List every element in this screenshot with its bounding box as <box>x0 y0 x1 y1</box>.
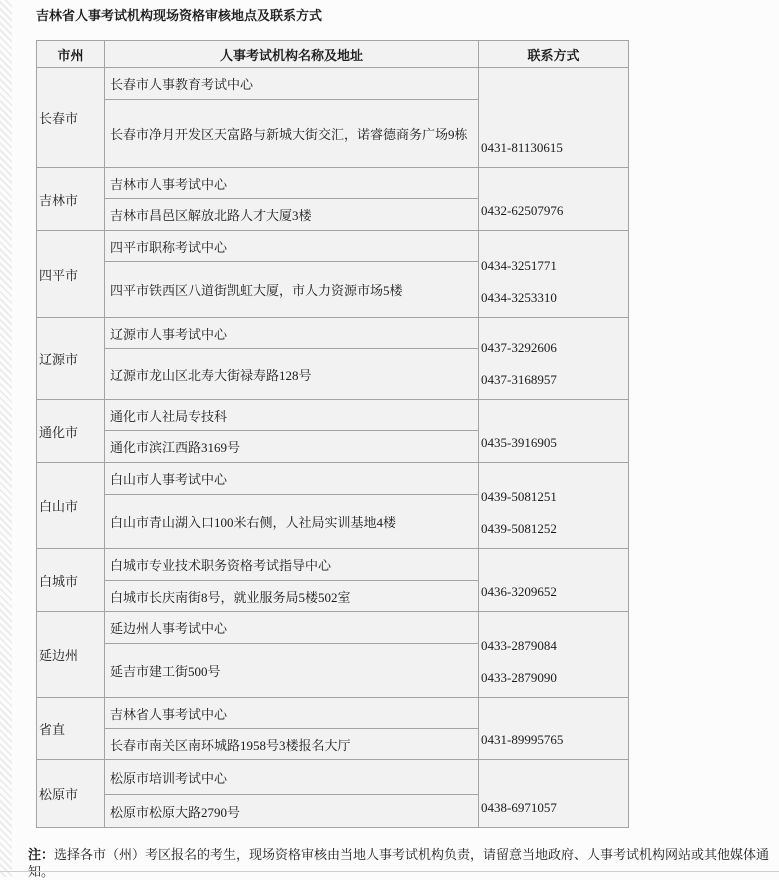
address-cell: 白城市长庆南街8号，就业服务局5楼502室 <box>105 581 479 612</box>
contact-cell <box>479 68 629 168</box>
institution-name-cell: 吉林市人事考试中心 <box>105 168 479 199</box>
phone-number: 0431-81130615 <box>481 140 563 155</box>
review-locations-table <box>36 40 629 828</box>
city-cell: 白城市 <box>37 549 105 612</box>
phone-number: 0438-6971057 <box>481 800 557 815</box>
phone-number: 0435-3916905 <box>481 435 557 450</box>
city-cell: 辽源市 <box>37 318 105 400</box>
institution-name-cell: 四平市职称考试中心 <box>105 231 479 262</box>
institution-name-cell: 白山市人事考试中心 <box>105 463 479 495</box>
institution-name-cell: 长春市人事教育考试中心 <box>105 68 479 100</box>
address-cell: 四平市铁西区八道街凯虹大厦，市人力资源市场5楼 <box>105 262 479 318</box>
table-row <box>37 400 629 431</box>
phone-number: 0439-5081252 <box>481 521 557 536</box>
phone-number: 0437-3292606 <box>481 340 557 355</box>
city-cell: 延边州 <box>37 612 105 698</box>
contact-cell <box>479 612 629 698</box>
address-cell: 长春市净月开发区天富路与新城大街交汇，诺睿德商务广场9栋 <box>105 100 479 168</box>
table-row <box>37 463 629 495</box>
address-cell: 通化市滨江西路3169号 <box>105 431 479 463</box>
institution-name-cell: 辽源市人事考试中心 <box>105 318 479 349</box>
header-institution-address: 人事考试机构名称及地址 <box>105 41 479 68</box>
contact-cell <box>479 698 629 760</box>
address-cell: 辽源市龙山区北寿大街禄寿路128号 <box>105 349 479 400</box>
phone-number: 0436-3209652 <box>481 584 557 599</box>
table-row <box>37 68 629 100</box>
address-cell: 松原市松原大路2790号 <box>105 795 479 828</box>
contact-cell <box>479 463 629 549</box>
institution-name-cell: 通化市人社局专技科 <box>105 400 479 431</box>
table-row <box>37 318 629 349</box>
phone-number: 0432-62507976 <box>481 203 564 218</box>
city-cell: 通化市 <box>37 400 105 463</box>
footnote-label: 注： <box>28 847 55 862</box>
footnote <box>28 846 776 880</box>
phone-number: 0433-2879090 <box>481 670 557 685</box>
page-content <box>28 0 776 880</box>
address-cell: 延吉市建工街500号 <box>105 644 479 698</box>
phone-number: 0434-3253310 <box>481 290 557 305</box>
left-stripe-decoration <box>0 0 12 877</box>
institution-name-cell: 吉林省人事考试中心 <box>105 698 479 729</box>
contact-cell <box>479 318 629 400</box>
contact-cell <box>479 400 629 463</box>
phone-number: 0433-2879084 <box>481 638 557 653</box>
table-row <box>37 549 629 581</box>
table-row <box>37 231 629 262</box>
city-cell: 省直 <box>37 698 105 760</box>
table-row <box>37 698 629 729</box>
institution-name-cell: 白城市专业技术职务资格考试指导中心 <box>105 549 479 581</box>
phone-number: 0434-3251771 <box>481 258 557 273</box>
header-row <box>37 41 629 68</box>
footnote-text: 选择各市（州）考区报名的考生，现场资格审核由当地人事考试机构负责，请留意当地政府、人事考试机构网站或其他媒体通知。 <box>28 847 770 879</box>
address-cell: 吉林市昌邑区解放北路人才大厦3楼 <box>105 199 479 231</box>
phone-number: 0439-5081251 <box>481 489 557 504</box>
header-city: 市州 <box>37 41 105 68</box>
institution-name-cell: 松原市培训考试中心 <box>105 760 479 795</box>
contact-cell <box>479 549 629 612</box>
address-cell: 长春市南关区南环城路1958号3楼报名大厅 <box>105 729 479 760</box>
city-cell: 白山市 <box>37 463 105 549</box>
table-row <box>37 168 629 199</box>
contact-cell <box>479 168 629 231</box>
city-cell: 四平市 <box>37 231 105 318</box>
header-contact: 联系方式 <box>479 41 629 68</box>
city-cell: 吉林市 <box>37 168 105 231</box>
phone-number: 0431-89995765 <box>481 732 564 747</box>
table-row <box>37 612 629 644</box>
page-title: 吉林省人事考试机构现场资格审核地点及联系方式 <box>36 8 323 23</box>
table-row <box>37 760 629 795</box>
address-cell: 白山市青山湖入口100米右侧，人社局实训基地4楼 <box>105 495 479 549</box>
city-cell: 松原市 <box>37 760 105 828</box>
institution-name-cell: 延边州人事考试中心 <box>105 612 479 644</box>
bottom-divider <box>0 871 779 872</box>
contact-cell <box>479 760 629 828</box>
contact-cell <box>479 231 629 318</box>
city-cell: 长春市 <box>37 68 105 168</box>
phone-number: 0437-3168957 <box>481 372 557 387</box>
